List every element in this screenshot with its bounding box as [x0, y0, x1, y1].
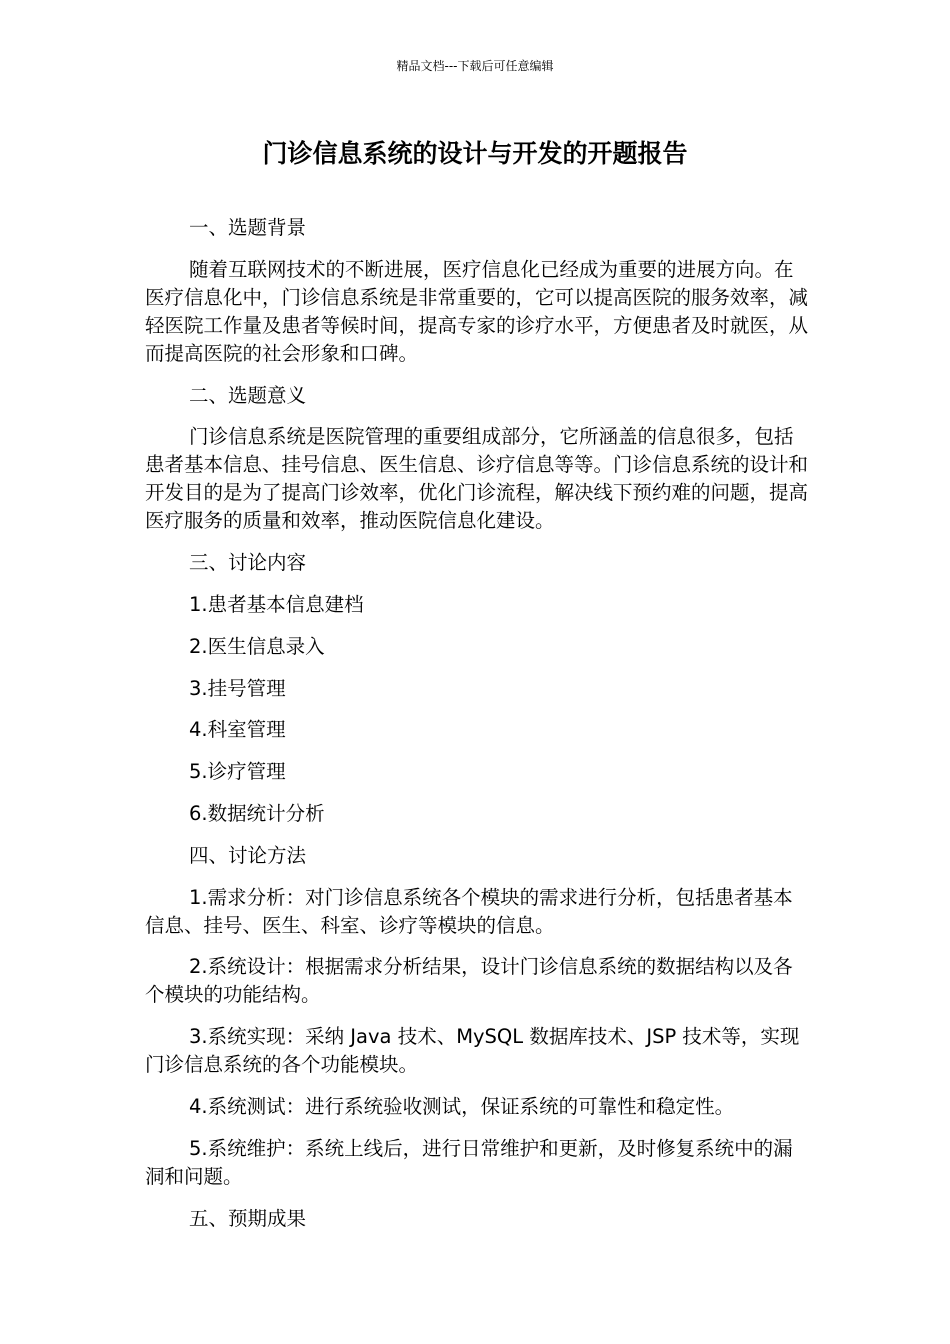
section-heading-expected-results: 五、预期成果 [189, 1206, 307, 1230]
method-paragraph: 1.需求分析：对门诊信息系统各个模块的需求进行分析，包括患者基本信息、挂号、医生、科室、诊疗等模块的信息。 [145, 885, 793, 937]
section-heading-research-content: 三、讨论内容 [189, 551, 307, 575]
content-list-item: 2.医生信息录入 [189, 634, 325, 658]
section-heading-significance: 二、选题意义 [189, 383, 307, 407]
content-list-item: 3.挂号管理 [189, 676, 286, 700]
method-paragraph: 2.系统设计：根据需求分析结果，设计门诊信息系统的数据结构以及各个模块的功能结构。 [145, 955, 793, 1007]
document-title: 门诊信息系统的设计与开发的开题报告 [262, 139, 688, 168]
method-paragraph: 4.系统测试：进行系统验收测试，保证系统的可靠性和稳定性。 [189, 1094, 735, 1118]
document-body [145, 214, 810, 1246]
content-list-item: 1.患者基本信息建档 [189, 592, 364, 616]
content-list-item: 6.数据统计分析 [189, 801, 325, 825]
content-list-item: 5.诊疗管理 [189, 760, 286, 784]
section-heading-methods: 四、讨论方法 [189, 843, 307, 867]
background-paragraph: 随着互联网技术的不断进展，医疗信息化已经成为重要的进展方向。在医疗信息化中，门诊信息系统是非常重要的，它可以提高医院的服务效率，减轻医院工作量及患者等候时间，提高专家的诊疗水平，方便患者及时就医，从而提高医院的社会形象和口碑。 [145, 257, 809, 365]
method-paragraph: 3.系统实现：采纳 Java 技术、MySQL 数据库技术、JSP 技术等，实现门诊信息系统的各个功能模块。 [145, 1025, 800, 1077]
significance-paragraph: 门诊信息系统是医院管理的重要组成部分，它所涵盖的信息很多，包括患者基本信息、挂号信息、医生信息、诊疗信息等等。门诊信息系统的设计和开发目的是为了提高门诊效率，优化门诊流程，解决线下预约难的问题，提高医疗服务的质量和效率，推动医院信息化建设。 [145, 425, 809, 533]
content-list-item: 4.科室管理 [189, 718, 286, 742]
section-heading-background: 一、选题背景 [189, 216, 307, 239]
method-paragraph: 5.系统维护：系统上线后，进行日常维护和更新，及时修复系统中的漏洞和问题。 [145, 1136, 793, 1188]
page-header-note: 精品文档---下载后可任意编辑 [396, 59, 554, 73]
